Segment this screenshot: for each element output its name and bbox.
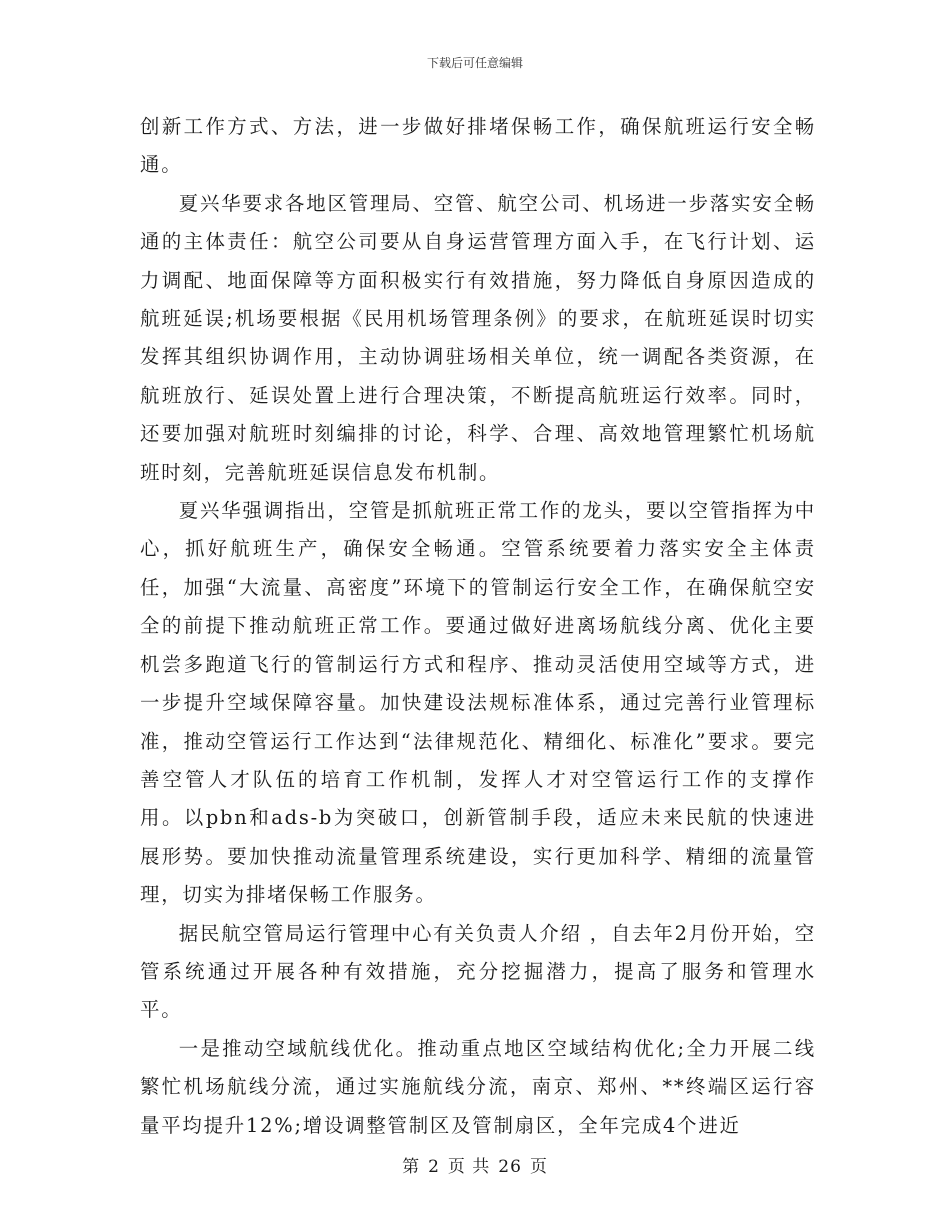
paragraph: 夏兴华要求各地区管理局、空管、航空公司、机场进一步落实安全畅通的主体责任：航空公司要从自身运营管理方面入手，在飞行计划、运力调配、地面保障等方面积极实行有效措施，努力降低自身原因造成的航班延误;机场要根据《民用机场管理条例》的要求，在航班延误时切实发挥其组织协调作用，主动协调驻场相关单位，统一调配各类资源，在航班放行、延误处置上进行合理决策，不断提高航班运行效率。同时，还要加强对航班时刻编排的讨论，科学、合理、高效地管理繁忙机场航班时刻，完善航班延误信息发布机制。 [140, 191, 816, 484]
footer-suffix: 页 [529, 1157, 548, 1177]
footer-prefix: 第 [402, 1157, 421, 1177]
paragraph: 一是推动空域航线优化。推动重点地区空域结构优化;全力开展二线繁忙机场航线分流，通过实施航线分流，南京、郑州、**终端区运行容量平均提升12%;增设调整管制区及管制扇区，全年完成4个进近 [140, 1036, 816, 1137]
page-number: 2 [428, 1157, 440, 1177]
footer-middle: 页 共 [447, 1157, 491, 1177]
page-header: 下载后可任意编辑 [426, 56, 523, 70]
page-footer [0, 1152, 950, 1177]
paragraph: 据民航空管局运行管理中心有关负责人介绍 ，自去年2月份开始，空管系统通过开展各种有效措施，充分挖掘潜力，提高了服务和管理水平。 [140, 921, 816, 1022]
document-body [140, 108, 816, 1145]
paragraph: 创新工作方式、方法，进一步做好排堵保畅工作，确保航班运行安全畅通。 [140, 115, 816, 177]
total-pages: 26 [498, 1157, 522, 1177]
paragraph: 夏兴华强调指出，空管是抓航班正常工作的龙头，要以空管指挥为中心，抓好航班生产，确保安全畅通。空管系统要着力落实安全主体责任，加强“大流量、高密度”环境下的管制运行安全工作，在确保航空安全的前提下推动航班正常工作。要通过做好进离场航线分离、优化主要机尝多跑道飞行的管制运行方式和程序、推动灵活使用空域等方式，进一步提升空域保障容量。加快建设法规标准体系，通过完善行业管理标准，推动空管运行工作达到“法律规范化、精细化、标准化”要求。要完善空管人才队伍的培育工作机制，发挥人才对空管运行工作的支撑作用。以pbn和ads-b为突破口，创新管制手段，适应未来民航的快速进展形势。要加快推动流量管理系统建设，实行更加科学、精细的流量管理，切实为排堵保畅工作服务。 [140, 499, 816, 907]
